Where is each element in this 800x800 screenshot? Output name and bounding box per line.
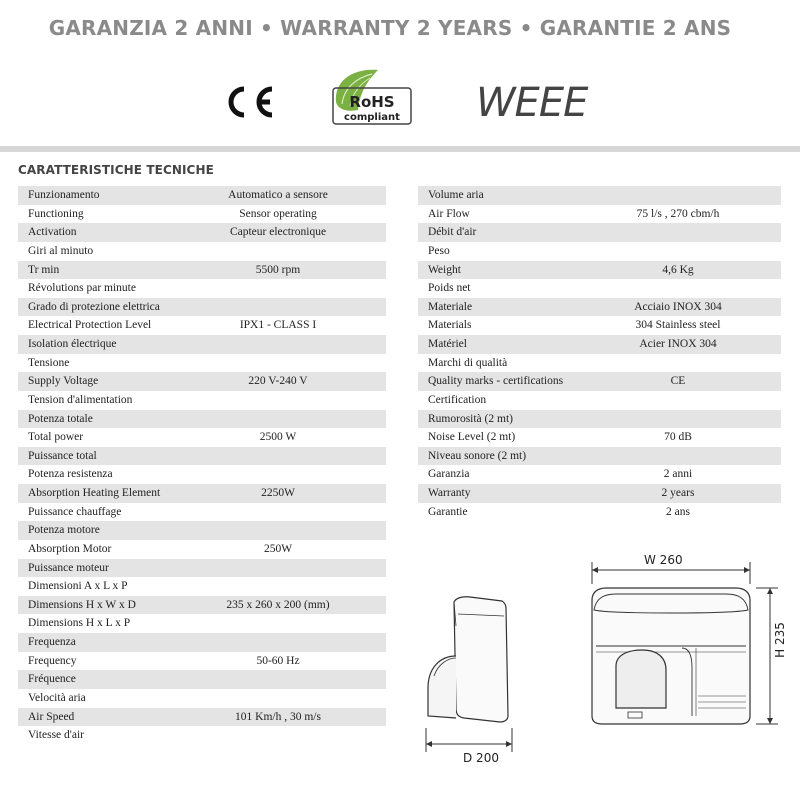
spec-value: CE (670, 375, 686, 388)
rohs-compliant-badge (330, 66, 414, 128)
spec-row (418, 316, 781, 335)
spec-row (18, 186, 386, 205)
rohs-title: RoHS (349, 93, 395, 111)
spec-label: Révolutions par minute (28, 282, 136, 295)
spec-label: Supply Voltage (28, 375, 99, 388)
spec-label: Potenza motore (28, 524, 100, 537)
spec-label: Tensione (28, 356, 70, 369)
spec-value: 50-60 Hz (256, 654, 300, 667)
spec-label: Frequency (28, 654, 77, 667)
spec-row (18, 261, 386, 280)
spec-label: Dimensioni A x L x P (28, 580, 128, 593)
spec-row (18, 428, 386, 447)
spec-row (418, 447, 781, 466)
rohs-subtitle: compliant (344, 112, 400, 123)
weee-mark: WEEE (476, 80, 588, 126)
spec-row (418, 335, 781, 354)
spec-row (418, 279, 781, 298)
spec-label: Velocità aria (28, 691, 86, 704)
warranty-banner: GARANZIA 2 ANNI • WARRANTY 2 YEARS • GARANTIE 2 ANS (48, 16, 732, 40)
spec-row (418, 503, 781, 522)
spec-row (418, 484, 781, 503)
spec-label: Electrical Protection Level (28, 319, 152, 332)
spec-value: 2250W (261, 487, 295, 499)
spec-row (18, 391, 386, 410)
spec-value: 304 Stainless steel (635, 319, 721, 332)
spec-row (18, 503, 386, 522)
spec-label: Puissance chauffage (28, 505, 122, 518)
spec-label: Air Flow (428, 207, 470, 220)
spec-row (418, 205, 781, 224)
spec-label: Absorption Motor (28, 542, 112, 555)
spec-label: Tension d'alimentation (28, 393, 133, 406)
spec-value: 5500 rpm (255, 263, 301, 276)
spec-value: 235 x 260 x 200 (mm) (226, 598, 330, 611)
spec-value: 2 anni (663, 468, 693, 481)
spec-value: 2500 W (259, 431, 297, 444)
spec-label: Potenza resistenza (28, 468, 113, 481)
spec-value: 101 Km/h , 30 m/s (235, 710, 321, 723)
spec-label: Functioning (28, 207, 84, 220)
spec-value: 220 V-240 V (248, 375, 308, 388)
spec-label: Matériel (428, 338, 467, 350)
spec-label: Vitesse d'air (28, 729, 84, 742)
spec-label: Dimensions H x W x D (28, 598, 136, 611)
spec-row (18, 652, 386, 671)
spec-label: Weight (428, 263, 461, 276)
spec-label: Grado di protezione elettrica (28, 300, 160, 313)
spec-row (418, 372, 781, 391)
spec-row (418, 261, 781, 280)
spec-row (18, 335, 386, 354)
spec-label: Débit d'air (428, 226, 477, 239)
spec-row (418, 391, 781, 410)
spec-label: Poids net (428, 282, 471, 295)
dimensions-diagram (420, 548, 800, 770)
spec-row (18, 298, 386, 317)
spec-value: Sensor operating (239, 207, 317, 220)
spec-label: Warranty (428, 487, 471, 499)
spec-row (18, 614, 386, 633)
spec-label: Marchi di qualità (428, 356, 508, 369)
spec-value: 75 l/s , 270 cbm/h (636, 207, 720, 220)
height-label: H 235 (773, 622, 787, 658)
spec-label: Garanzia (428, 468, 470, 481)
spec-label: Niveau sonore (2 mt) (428, 449, 527, 462)
spec-label: Potenza totale (28, 412, 93, 425)
spec-value: 4,6 Kg (662, 263, 694, 276)
spec-row (18, 521, 386, 540)
spec-label: Noise Level (2 mt) (428, 431, 516, 444)
spec-row (418, 354, 781, 373)
spec-value: 70 dB (664, 431, 692, 444)
header-band (0, 146, 800, 152)
spec-label: Materiale (428, 300, 473, 313)
spec-value: Acier INOX 304 (639, 338, 717, 350)
spec-row (18, 372, 386, 391)
spec-row (18, 708, 386, 727)
spec-label: Materials (428, 319, 472, 332)
spec-row (418, 465, 781, 484)
spec-row (18, 596, 386, 615)
spec-row (18, 633, 386, 652)
spec-row (18, 670, 386, 689)
spec-label: Funzionamento (28, 189, 100, 201)
spec-value: 2 years (661, 487, 695, 499)
spec-row (418, 186, 781, 205)
specs-table-right (418, 186, 781, 521)
spec-label: Garantie (428, 505, 468, 518)
spec-label: Tr min (28, 263, 60, 276)
spec-row (418, 298, 781, 317)
spec-label: Rumorosità (2 mt) (428, 412, 513, 425)
specs-title: CARATTERISTICHE TECNICHE (18, 163, 214, 177)
spec-row (18, 410, 386, 429)
spec-label: Puissance total (28, 449, 97, 462)
spec-label: Total power (28, 431, 84, 444)
ce-mark-icon (220, 80, 276, 124)
front-view-drawing (592, 588, 750, 724)
spec-label: Volume aria (428, 189, 484, 201)
side-view-drawing (428, 597, 508, 722)
spec-value: Automatico a sensore (228, 189, 328, 201)
spec-row (18, 465, 386, 484)
spec-row (418, 223, 781, 242)
spec-row (18, 223, 386, 242)
spec-row (18, 205, 386, 224)
spec-label: Air Speed (28, 710, 75, 723)
spec-row (418, 410, 781, 429)
spec-label: Quality marks - certifications (428, 375, 564, 388)
spec-label: Fréquence (28, 673, 76, 686)
spec-row (18, 484, 386, 503)
spec-row (18, 242, 386, 261)
spec-row (18, 447, 386, 466)
depth-label: D 200 (463, 751, 499, 765)
spec-row (18, 316, 386, 335)
spec-label: Puissance moteur (28, 561, 109, 574)
spec-label: Giri al minuto (28, 244, 94, 257)
spec-row (18, 540, 386, 559)
spec-row (418, 242, 781, 261)
spec-row (418, 428, 781, 447)
spec-label: Frequenza (28, 636, 76, 648)
spec-row (18, 689, 386, 708)
spec-row (18, 354, 386, 373)
spec-value: Capteur electronique (229, 226, 327, 239)
spec-value: IPX1 - CLASS I (239, 319, 317, 332)
width-label: W 260 (644, 553, 683, 567)
spec-value: 250W (263, 542, 293, 555)
spec-label: Isolation électrique (28, 338, 117, 350)
spec-row (18, 279, 386, 298)
spec-value: Acciaio INOX 304 (634, 300, 722, 313)
spec-label: Certification (428, 393, 487, 406)
specs-table-left (18, 186, 386, 745)
spec-label: Dimensions H x L x P (28, 617, 131, 630)
spec-label: Activation (28, 226, 77, 239)
spec-row (18, 726, 386, 745)
spec-row (18, 577, 386, 596)
spec-label: Absorption Heating Element (28, 487, 161, 499)
spec-value: 2 ans (666, 505, 690, 518)
spec-label: Peso (428, 244, 450, 257)
spec-row (18, 559, 386, 578)
